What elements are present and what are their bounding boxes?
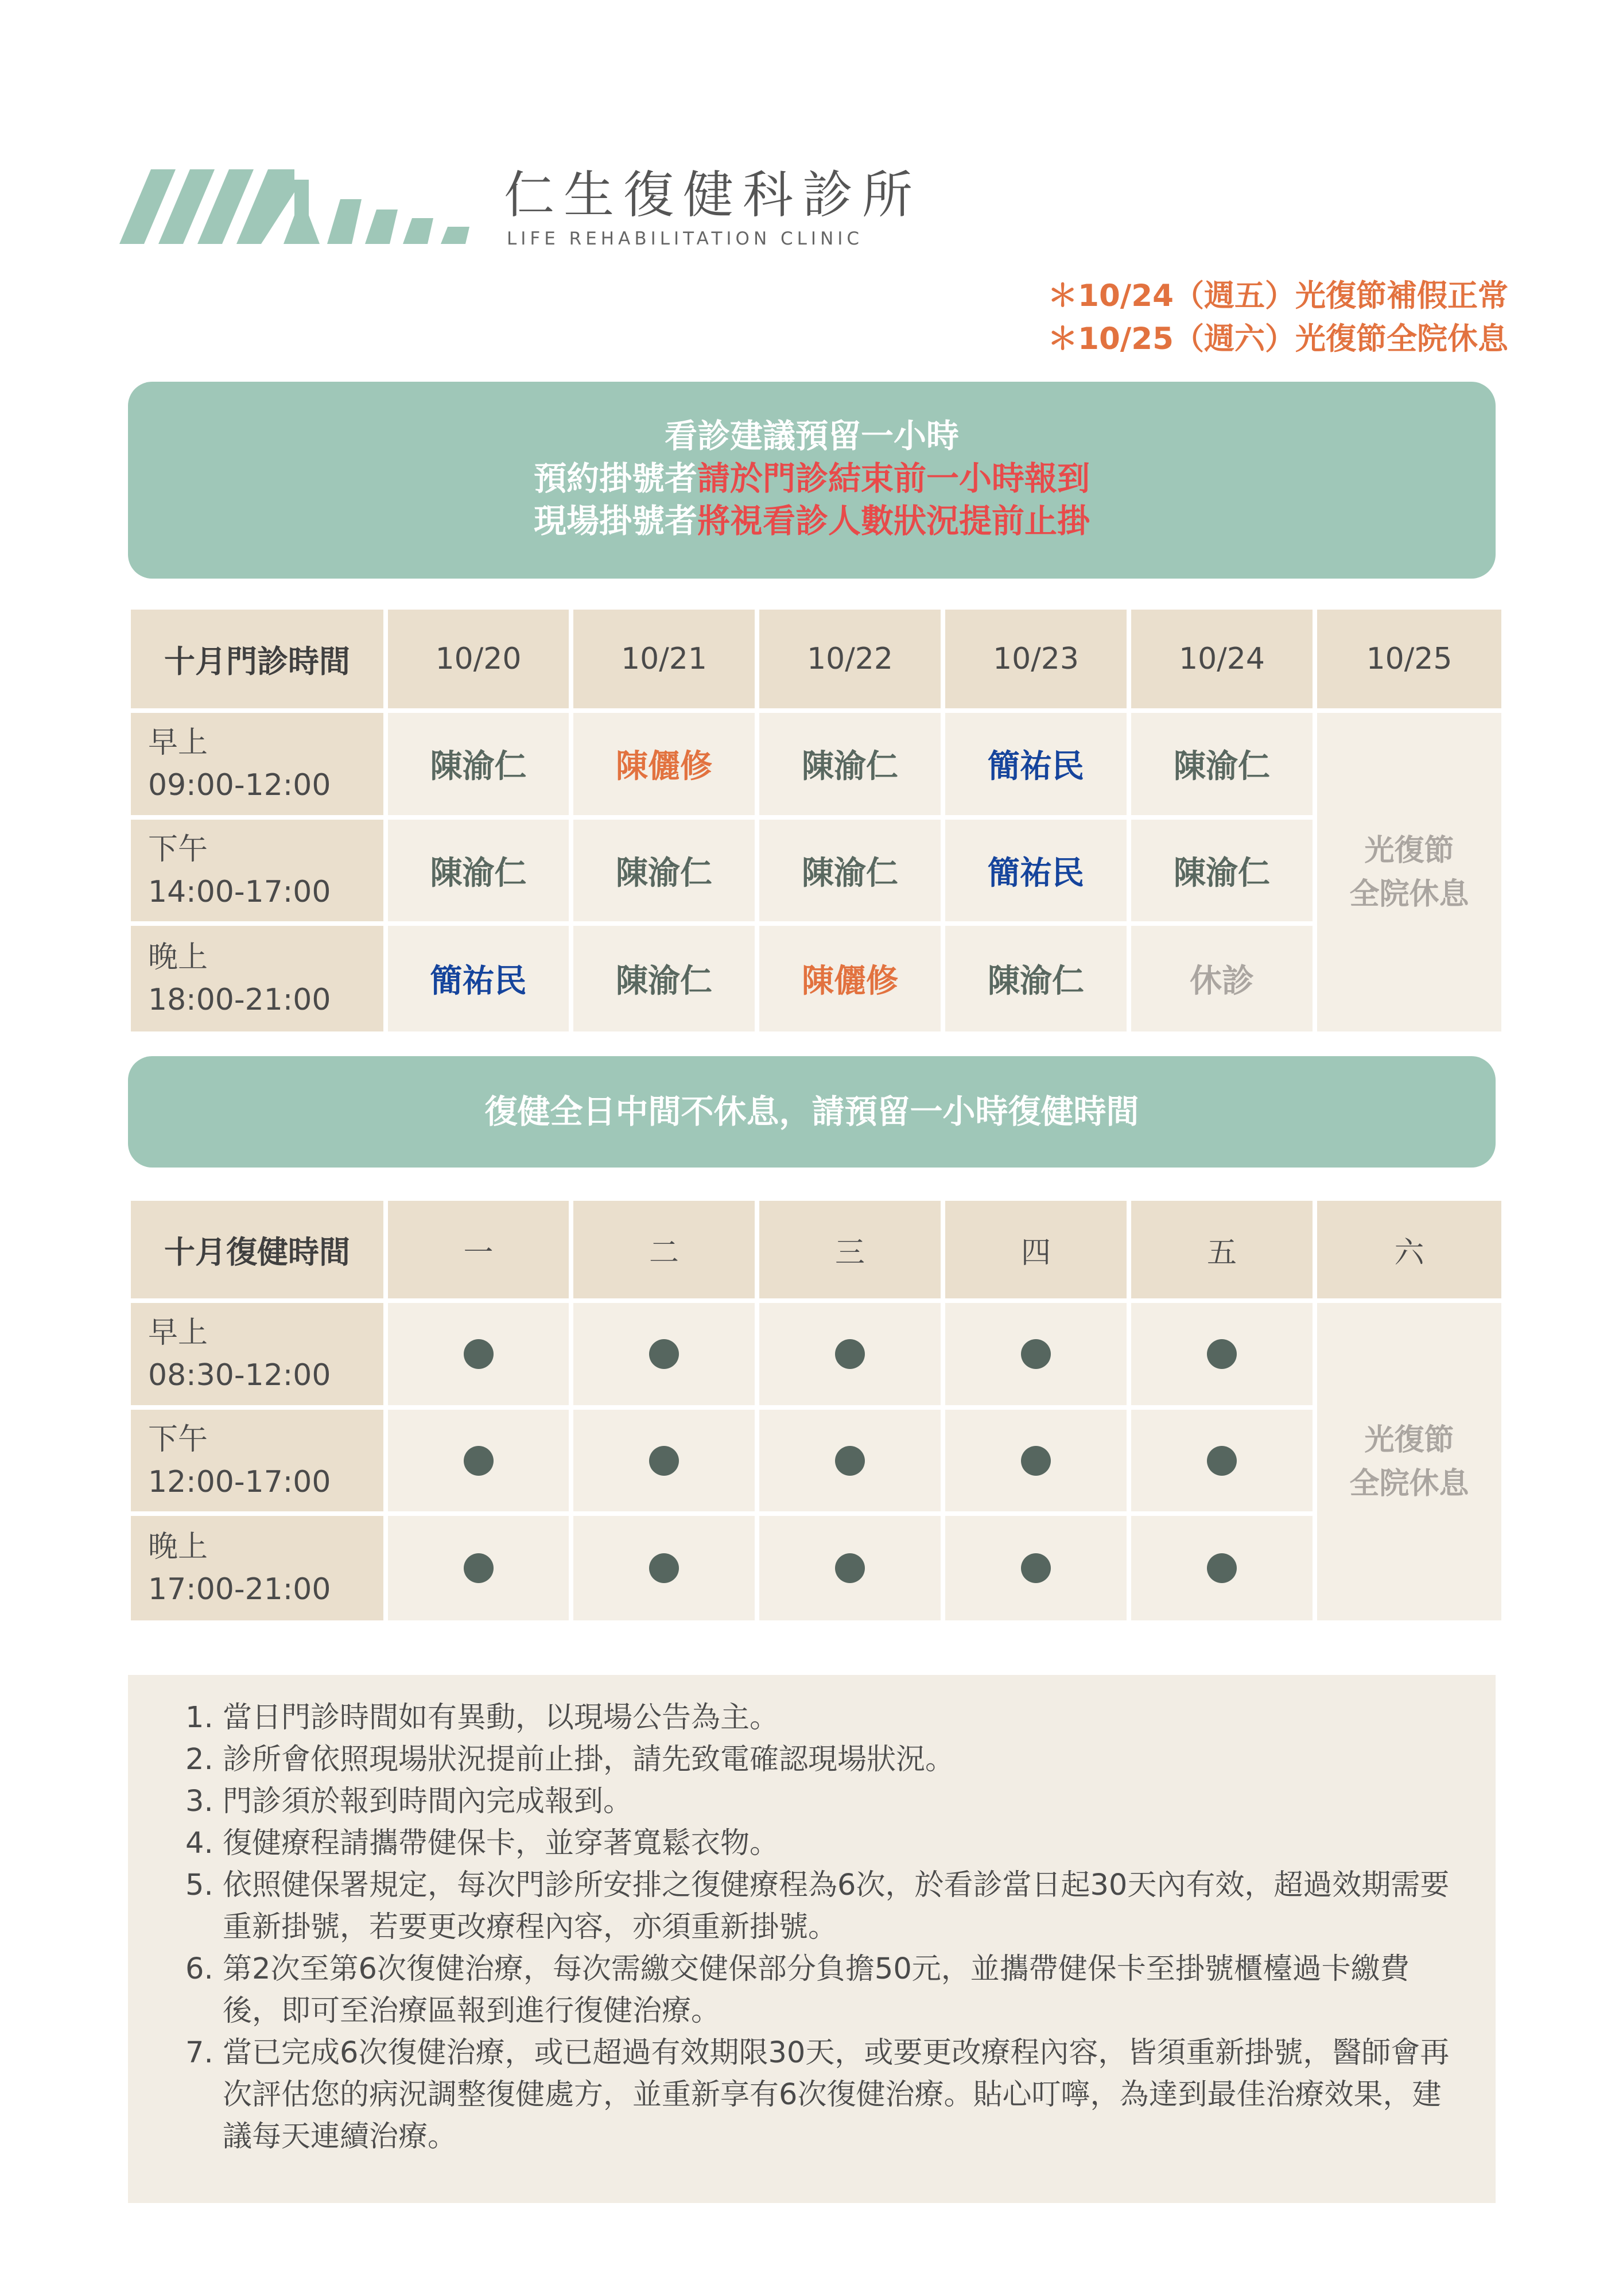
row-time: 08:30-12:00 [148, 1358, 331, 1393]
list-item [185, 1948, 1461, 2032]
rehab-cell [1131, 1303, 1313, 1405]
schedule-cell: 簡祐民 [945, 713, 1127, 815]
filled-dot-icon [464, 1553, 494, 1583]
schedule-cell: 陳渝仁 [759, 820, 941, 921]
schedule-cell: 簡祐民 [945, 820, 1127, 921]
schedule-cell: 陳渝仁 [759, 713, 941, 815]
filled-dot-icon [464, 1446, 494, 1476]
row-time: 18:00-21:00 [148, 983, 331, 1017]
clinic-name-english: LIFE REHABILITATION CLINIC [507, 228, 864, 249]
rehab-banner: 復健全日中間不休息，請預留一小時復健時間 [128, 1056, 1496, 1168]
note-number: 6. [185, 1952, 213, 1986]
note-number: 3. [185, 1785, 213, 1818]
rehab-cell [1131, 1516, 1313, 1620]
note-text: 依照健保署規定，每次門診所安排之復健療程為6次，於看診當日起30天內有效，超過效期需要重新掛號，若要更改療程內容，亦須重新掛號。 [223, 1868, 1450, 1944]
schedule-cell: 陳儷修 [573, 713, 755, 815]
notice-line: ＊10/25（週六）光復節全院休息 [1047, 321, 1508, 356]
banner-line [128, 457, 1496, 500]
note-number: 1. [185, 1701, 213, 1735]
rehab-schedule-table [131, 1201, 1501, 1620]
schedule-cell: 陳渝仁 [1131, 713, 1313, 815]
filled-dot-icon [1021, 1553, 1051, 1583]
notes-list [185, 1697, 1461, 2158]
list-item [185, 1739, 1461, 1781]
schedule-cell: 陳渝仁 [388, 820, 569, 921]
note-text: 復健療程請攜帶健保卡，並穿著寬鬆衣物。 [223, 1826, 779, 1860]
rehab-cell [573, 1410, 755, 1511]
note-text: 第2次至第6次復健治療，每次需繳交健保部分負擔50元，並攜帶健保卡至掛號櫃檯過卡繳費後，即可至治療區報到進行復健治療。 [223, 1952, 1410, 2028]
rehab-cell [388, 1516, 569, 1620]
row-header [131, 1303, 383, 1405]
note-text: 門診須於報到時間內完成報到。 [223, 1785, 633, 1818]
rehab-cell [759, 1410, 941, 1511]
filled-dot-icon [835, 1446, 865, 1476]
banner-line [128, 500, 1496, 542]
list-item [185, 1822, 1461, 1864]
rehab-cell [945, 1410, 1127, 1511]
filled-dot-icon [1021, 1446, 1051, 1476]
note-number: 7. [185, 2036, 213, 2070]
filled-dot-icon [835, 1553, 865, 1583]
note-text: 診所會依照現場狀況提前止掛，請先致電確認現場狀況。 [223, 1743, 955, 1777]
striped-slope-logo-icon [119, 169, 469, 244]
list-item [185, 2032, 1461, 2158]
row-header [131, 1410, 383, 1511]
row-label: 早上 [148, 1316, 208, 1350]
filled-dot-icon [1207, 1339, 1237, 1369]
column-header: 六 [1317, 1201, 1501, 1298]
filled-dot-icon [649, 1446, 679, 1476]
rehab-cell [945, 1516, 1127, 1620]
row-label: 晚上 [148, 940, 208, 975]
column-header: 一 [388, 1201, 569, 1298]
column-header: 10/22 [759, 610, 941, 708]
row-label: 早上 [148, 726, 208, 760]
clinic-name: 仁生復健科診所 [504, 165, 922, 224]
note-text: 當日門診時間如有異動，以現場公告為主。 [223, 1701, 779, 1735]
row-header [131, 1516, 383, 1620]
banner-line-highlight: 將視看診人數狀況提前止掛 [697, 502, 1090, 540]
row-time: 12:00-17:00 [148, 1464, 331, 1499]
rehab-cell [573, 1303, 755, 1405]
column-header: 五 [1131, 1201, 1313, 1298]
clinic-schedule-table [131, 610, 1501, 1031]
list-item [185, 1697, 1461, 1739]
schedule-cell: 休診 [1131, 926, 1313, 1031]
schedule-cell: 陳渝仁 [1131, 820, 1313, 921]
list-item [185, 1864, 1461, 1948]
filled-dot-icon [649, 1553, 679, 1583]
row-time: 09:00-12:00 [148, 768, 331, 802]
row-header [131, 713, 383, 815]
rehab-cell [945, 1303, 1127, 1405]
clinic-logo [102, 144, 922, 264]
row-header [131, 926, 383, 1031]
column-header: 10/25 [1317, 610, 1501, 708]
schedule-cell: 簡祐民 [388, 926, 569, 1031]
table-title: 十月門診時間 [131, 610, 383, 708]
note-number: 4. [185, 1826, 213, 1860]
holiday-closed-cell [1317, 713, 1501, 1031]
column-header: 10/23 [945, 610, 1127, 708]
banner-line-highlight: 請於門診結束前一小時報到 [697, 460, 1090, 498]
row-label: 晚上 [148, 1530, 208, 1564]
rehab-cell [573, 1516, 755, 1620]
list-item [185, 1781, 1461, 1822]
filled-dot-icon [1207, 1446, 1237, 1476]
rehab-cell [388, 1410, 569, 1511]
row-label: 下午 [148, 832, 208, 867]
column-header: 10/21 [573, 610, 755, 708]
banner-line-prefix: 預約掛號者 [534, 460, 697, 498]
rehab-cell [388, 1303, 569, 1405]
filled-dot-icon [835, 1339, 865, 1369]
filled-dot-icon [649, 1339, 679, 1369]
column-header: 10/20 [388, 610, 569, 708]
notes-panel [128, 1675, 1496, 2203]
row-time: 14:00-17:00 [148, 874, 331, 909]
banner-line-prefix: 現場掛號者 [534, 502, 697, 540]
consultation-banner [128, 382, 1496, 579]
column-header: 三 [759, 1201, 941, 1298]
rehab-cell [759, 1516, 941, 1620]
schedule-cell: 陳渝仁 [945, 926, 1127, 1031]
note-number: 5. [185, 1868, 213, 1902]
closed-label: 光復節 [1364, 1422, 1454, 1457]
filled-dot-icon [464, 1339, 494, 1369]
schedule-cell: 陳渝仁 [573, 926, 755, 1031]
row-label: 下午 [148, 1422, 208, 1457]
column-header: 10/24 [1131, 610, 1313, 708]
closed-label: 全院休息 [1349, 1466, 1469, 1501]
schedule-cell: 陳渝仁 [573, 820, 755, 921]
banner-line: 看診建議預留一小時 [665, 417, 959, 455]
closed-label: 光復節 [1364, 833, 1454, 868]
holiday-notices [1047, 274, 1508, 360]
rehab-cell [1131, 1410, 1313, 1511]
holiday-closed-cell [1317, 1303, 1501, 1620]
note-text: 當已完成6次復健治療，或已超過有效期限30天，或要更改療程內容，皆須重新掛號，醫師會再次評估您的病況調整復健處方，並重新享有6次復健治療。貼心叮嚀，為達到最佳治療效果，建議每天連續治療。 [223, 2036, 1450, 2154]
table-title: 十月復健時間 [131, 1201, 383, 1298]
notice-line: ＊10/24（週五）光復節補假正常 [1047, 278, 1508, 313]
filled-dot-icon [1021, 1339, 1051, 1369]
note-number: 2. [185, 1743, 213, 1777]
column-header: 二 [573, 1201, 755, 1298]
rehab-cell [759, 1303, 941, 1405]
closed-label: 全院休息 [1349, 876, 1469, 912]
row-time: 17:00-21:00 [148, 1572, 331, 1607]
filled-dot-icon [1207, 1553, 1237, 1583]
schedule-cell: 陳儷修 [759, 926, 941, 1031]
row-header [131, 820, 383, 921]
column-header: 四 [945, 1201, 1127, 1298]
schedule-cell: 陳渝仁 [388, 713, 569, 815]
